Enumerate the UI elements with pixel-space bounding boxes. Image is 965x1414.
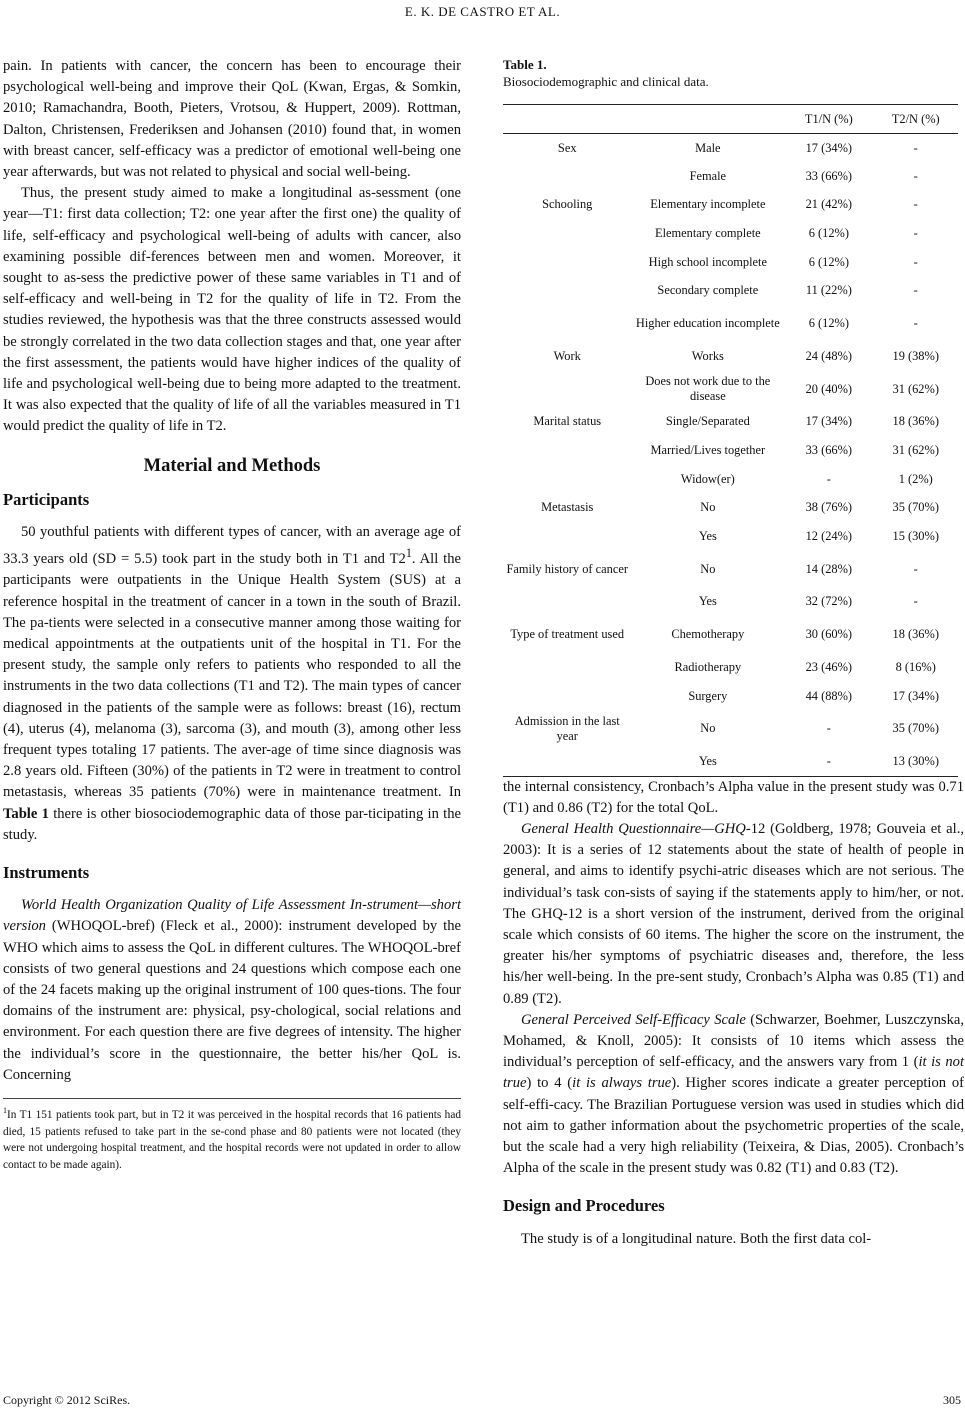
- value-cell: -: [826, 721, 831, 736]
- table-reference: Table 1: [3, 805, 49, 822]
- table-row: [503, 408, 958, 437]
- value-cell: -: [913, 140, 918, 155]
- value-cell: 21 (42%): [805, 197, 853, 212]
- subcategory-cell: Male: [695, 140, 721, 155]
- value-cell: 35 (70%): [892, 500, 939, 515]
- table-row: [503, 134, 958, 163]
- table-row: [503, 616, 958, 653]
- value-cell: -: [826, 471, 831, 486]
- value-cell: 44 (88%): [805, 688, 853, 703]
- subcategory-cell: Higher education incomplete: [635, 316, 780, 331]
- copyright-footer: Copyright © 2012 SciRes.: [3, 1393, 131, 1407]
- table-row: [503, 522, 958, 551]
- table-row: [503, 653, 958, 682]
- value-cell: 14 (28%): [805, 561, 853, 576]
- value-cell: 15 (30%): [892, 528, 939, 543]
- table-row: [503, 588, 958, 617]
- value-cell: 6 (12%): [808, 254, 849, 269]
- value-cell: -: [913, 254, 918, 269]
- subcategory-cell: Widow(er): [680, 471, 735, 486]
- category-cell: [503, 588, 631, 617]
- biosociodemographic-table: [503, 104, 958, 777]
- category-cell: [503, 465, 631, 494]
- table-caption-text: Biosociodemographic and clinical data.: [503, 74, 709, 89]
- value-cell: 17 (34%): [805, 414, 853, 429]
- whoqol-consistency-paragraph: the internal consistency, Cronbach’s Alpha value in the present study was 0.71 (T1) and 0.86 (T2) for the total QoL.: [503, 778, 964, 816]
- table-row: [503, 682, 958, 711]
- table-header-row: [503, 105, 958, 134]
- subcategory-cell: Elementary complete: [655, 226, 761, 241]
- header-cell: T1/N (%): [784, 105, 873, 134]
- category-cell: Schooling: [542, 197, 593, 212]
- value-cell: 6 (12%): [808, 316, 849, 331]
- category-cell: Metastasis: [541, 500, 594, 515]
- table-row: [503, 747, 958, 776]
- category-cell: [503, 682, 631, 711]
- table-row: [503, 371, 958, 408]
- header-cell: T2/N (%): [873, 105, 958, 134]
- aims-paragraph: Thus, the present study aimed to make a longitudinal as-sessment (one year—T1: first data collection; T2: one year after the first one) the quality of life, self-efficacy and psychological well-being of adults with cancer, also examining possible dif-ferences between men and women. Moreover, it sought to as-sess the predictive power of these same variables in T1 and of self-efficacy and well-being in T2 for the quality of life in T2. From the studies reviewed, the hypothesis was that the three constructs assessed would be strongly correlated in the two data collection stages and that, one year after the first assessment, the patients would have higher indices of the quality of life and psychological well-being due to being more adapted to the treatment. It was also expected that the quality of life of all the variables measured in T1 would predict the quality of life in T2.: [3, 185, 461, 435]
- subcategory-cell: Works: [691, 348, 724, 363]
- value-cell: -: [913, 316, 918, 331]
- subcategory-cell: Surgery: [688, 688, 728, 703]
- table-row: [503, 191, 958, 220]
- category-cell: [503, 747, 631, 776]
- value-cell: 23 (46%): [805, 660, 853, 675]
- subcategory-cell: Does not work due to the disease: [645, 374, 771, 404]
- self-efficacy-paragraph: General Perceived Self-Efficacy Scale (Schwarzer, Boehmer, Luszczynska, Mohamed, & Knoll, 2005): It consists of 10 items which assess the individual’s perception of self-efficacy, and the answers vary from 1 (it is not true) to 4 (it is always true). Higher scores indicate a greater perception of self-effi-cacy. The Brazilian Portuguese version was used in studies which did not aim to gather information about the psychometric properties of the scale, but the scale had a very high reliability (Teixeira, & Dias, 2005). Cronbach’s Alpha of the scale in the present study was 0.82 (T1) and 0.83 (T2).: [503, 1011, 964, 1177]
- header-cell: [631, 105, 784, 134]
- value-cell: 11 (22%): [805, 283, 852, 298]
- value-cell: 33 (66%): [805, 168, 853, 183]
- table-row: [503, 465, 958, 494]
- category-cell: [503, 436, 631, 465]
- subcategory-cell: Female: [689, 168, 727, 183]
- right-column: [503, 56, 964, 1250]
- design-heading: Design and Procedures: [503, 1196, 665, 1216]
- table-row: [503, 219, 958, 248]
- intro-paragraph: pain. In patients with cancer, the concern has been to encourage their psychological well-being and improve their QoL (Kwan, Ergas, & Somkin, 2010; Ramachandra, Booth, Pieters, Vrotsou, & Huppert, 2009). Rottman, Dalton, Christensen, Frederiksen and Johansen (2010) found that, in women with breast cancer, self-efficacy was a predictor of emotional well-being one year afterwards, but was not related to physical and social well-being.: [3, 58, 461, 181]
- page-number: 305: [943, 1393, 961, 1407]
- category-cell: [503, 276, 631, 305]
- value-cell: -: [784, 747, 873, 776]
- value-cell: 6 (12%): [808, 226, 849, 241]
- value-cell: 31 (62%): [892, 443, 939, 458]
- ghq-paragraph: General Health Questionnaire—GHQ-12 (Goldberg, 1978; Gouveia et al., 2003): It is a series of 12 statements about the state of health of people in general, and aims to identify psychi-atric diseases which are not serious. The individual’s task con-sists of saying if the statements apply to him/her, or not. The GHQ-12 is a short version of the instrument, derived from the original scale which consists of 60 items. The higher the score on the instrument, the greater his/her symptoms of psychiatric diseases and, therefore, the less his/her well-being. In the pre-sent study, Cronbach’s Alpha was 0.85 (T1) and 0.89 (T2).: [503, 820, 965, 1007]
- subcategory-cell: Secondary complete: [657, 283, 759, 298]
- table-caption: [503, 56, 964, 90]
- category-cell: Work: [553, 348, 581, 363]
- subcategory-cell: Yes: [698, 528, 717, 543]
- subcategory-cell: High school incomplete: [648, 254, 768, 269]
- value-cell: -: [913, 168, 918, 183]
- value-cell: 30 (60%): [805, 627, 853, 642]
- subcategory-cell: Elementary incomplete: [650, 197, 766, 212]
- running-head: E. K. DE CASTRO ET AL.: [404, 4, 561, 19]
- category-cell: [503, 219, 631, 248]
- footnote-divider: [3, 1098, 461, 1099]
- design-paragraph: The study is of a longitudinal nature. Both the first data col-: [521, 1230, 872, 1247]
- category-cell: [503, 653, 631, 682]
- subcategory-cell: No: [700, 561, 716, 576]
- category-cell: [503, 162, 631, 191]
- header-cell: [503, 105, 631, 134]
- category-cell: Type of treatment used: [510, 627, 625, 642]
- value-cell: 18 (36%): [892, 627, 939, 642]
- category-cell: [503, 305, 631, 342]
- value-cell: -: [913, 283, 918, 298]
- value-cell: 19 (38%): [892, 348, 939, 363]
- category-cell: [503, 522, 631, 551]
- value-cell: 1 (2%): [898, 471, 933, 486]
- value-cell: 38 (76%): [805, 500, 853, 515]
- subcategory-cell: No: [700, 721, 716, 736]
- subcategory-cell: Yes: [698, 594, 717, 609]
- value-cell: 17 (34%): [892, 688, 939, 703]
- subcategory-cell: No: [700, 500, 716, 515]
- left-column: [3, 56, 461, 1174]
- value-cell: -: [913, 197, 918, 212]
- table-row: [503, 436, 958, 465]
- subcategory-cell: Chemotherapy: [671, 627, 745, 642]
- value-cell: -: [913, 594, 918, 609]
- category-cell: Marital status: [533, 414, 602, 429]
- value-cell: -: [913, 561, 918, 576]
- table-row: [503, 710, 958, 747]
- table-row: [503, 551, 958, 588]
- subcategory-cell: Yes: [631, 747, 784, 776]
- instruments-heading: Instruments: [3, 862, 90, 882]
- subcategory-cell: Single/Separated: [665, 414, 750, 429]
- footnote-marker: 1: [405, 546, 412, 561]
- category-cell: [503, 371, 631, 408]
- value-cell: 24 (48%): [805, 348, 853, 363]
- participants-paragraph: 50 youthful patients with different types of cancer, with an average age of 33.3 years old (SD = 5.5) took part in the study both in T1 and $T2^1$. All the participants were outpatients in the Unique Health System (SUS) at a reference hospital in the treatment of cancer in a town in the south of Brazil. The pa-tients were selected in a consecutive manner among those waiting for medical appointments at the outpatients unit of the hospital in T1. For the present study, the sample only refers to patients who responded to all the instruments in the two data collections (T1 and T2). The main types of cancer diagnosed in the patients of the sample were as follows: breast (16), rectum (4), uterus (4), melanoma (3), sarcoma (3), and mouth (3), among other less frequent types totaling 17 patients. The aver-age of time since diagnosis was 2.8 years old. Fifteen (30%) of the patients in T2 were in treatment to control metastasis, whereas 35 patients (70%) were in maintenance treatment. In Table 1 there is other biosociodemographic data of those par-ticipating in the study.: [3, 524, 461, 843]
- participants-heading: Participants: [3, 489, 90, 509]
- table-row: [503, 162, 958, 191]
- value-cell: 18 (36%): [892, 414, 939, 429]
- subcategory-cell: Radiotherapy: [674, 660, 742, 675]
- category-cell: [503, 248, 631, 277]
- table-row: [503, 342, 958, 371]
- table-row: [503, 276, 958, 305]
- category-cell: Sex: [557, 140, 577, 155]
- table-number: Table 1.: [503, 57, 547, 72]
- whoqol-paragraph: World Health Organization Quality of Life Assessment In-strument—short version (WHOQOL-bref) (Fleck et al., 2000): instrument developed by the WHO which aims to assess the QoL in different cultures. The WHOQOL-bref consists of two general questions and 24 questions which compose each one of the 24 facets making up the original instrument of 100 ques-tions. The four domains of the instrument are: physical, psy-chological, social relations and environment. For each question there are five degrees of intensity. The higher the individual’s score in the questionnaire, the better his/her QoL is. Concerning: [3, 897, 461, 1083]
- table-row: [503, 248, 958, 277]
- methods-heading: Material and Methods: [143, 455, 321, 476]
- value-cell: 13 (30%): [873, 747, 958, 776]
- value-cell: 32 (72%): [805, 594, 853, 609]
- value-cell: 17 (34%): [805, 140, 853, 155]
- value-cell: -: [913, 226, 918, 241]
- value-cell: 20 (40%): [805, 381, 853, 396]
- subcategory-cell: Married/Lives together: [650, 443, 766, 458]
- value-cell: 33 (66%): [805, 443, 853, 458]
- category-cell: Admission in the last year: [514, 713, 620, 743]
- value-cell: 31 (62%): [892, 381, 939, 396]
- value-cell: 12 (24%): [805, 528, 853, 543]
- category-cell: Family history of cancer: [506, 561, 628, 576]
- footnote: $^1$In T1 151 patients took part, but in T2 it was perceived in the hospital records that 16 patients had died, 15 patients refused to take part in the se-cond phase and 80 patients were not located (they were not undergoing hospital treatment, and the hospital records were not updated in order to allow contact to be made again).: [3, 1106, 461, 1172]
- table-row: [503, 305, 958, 342]
- value-cell: 35 (70%): [892, 721, 939, 736]
- value-cell: 8 (16%): [895, 660, 936, 675]
- table-row: [503, 493, 958, 522]
